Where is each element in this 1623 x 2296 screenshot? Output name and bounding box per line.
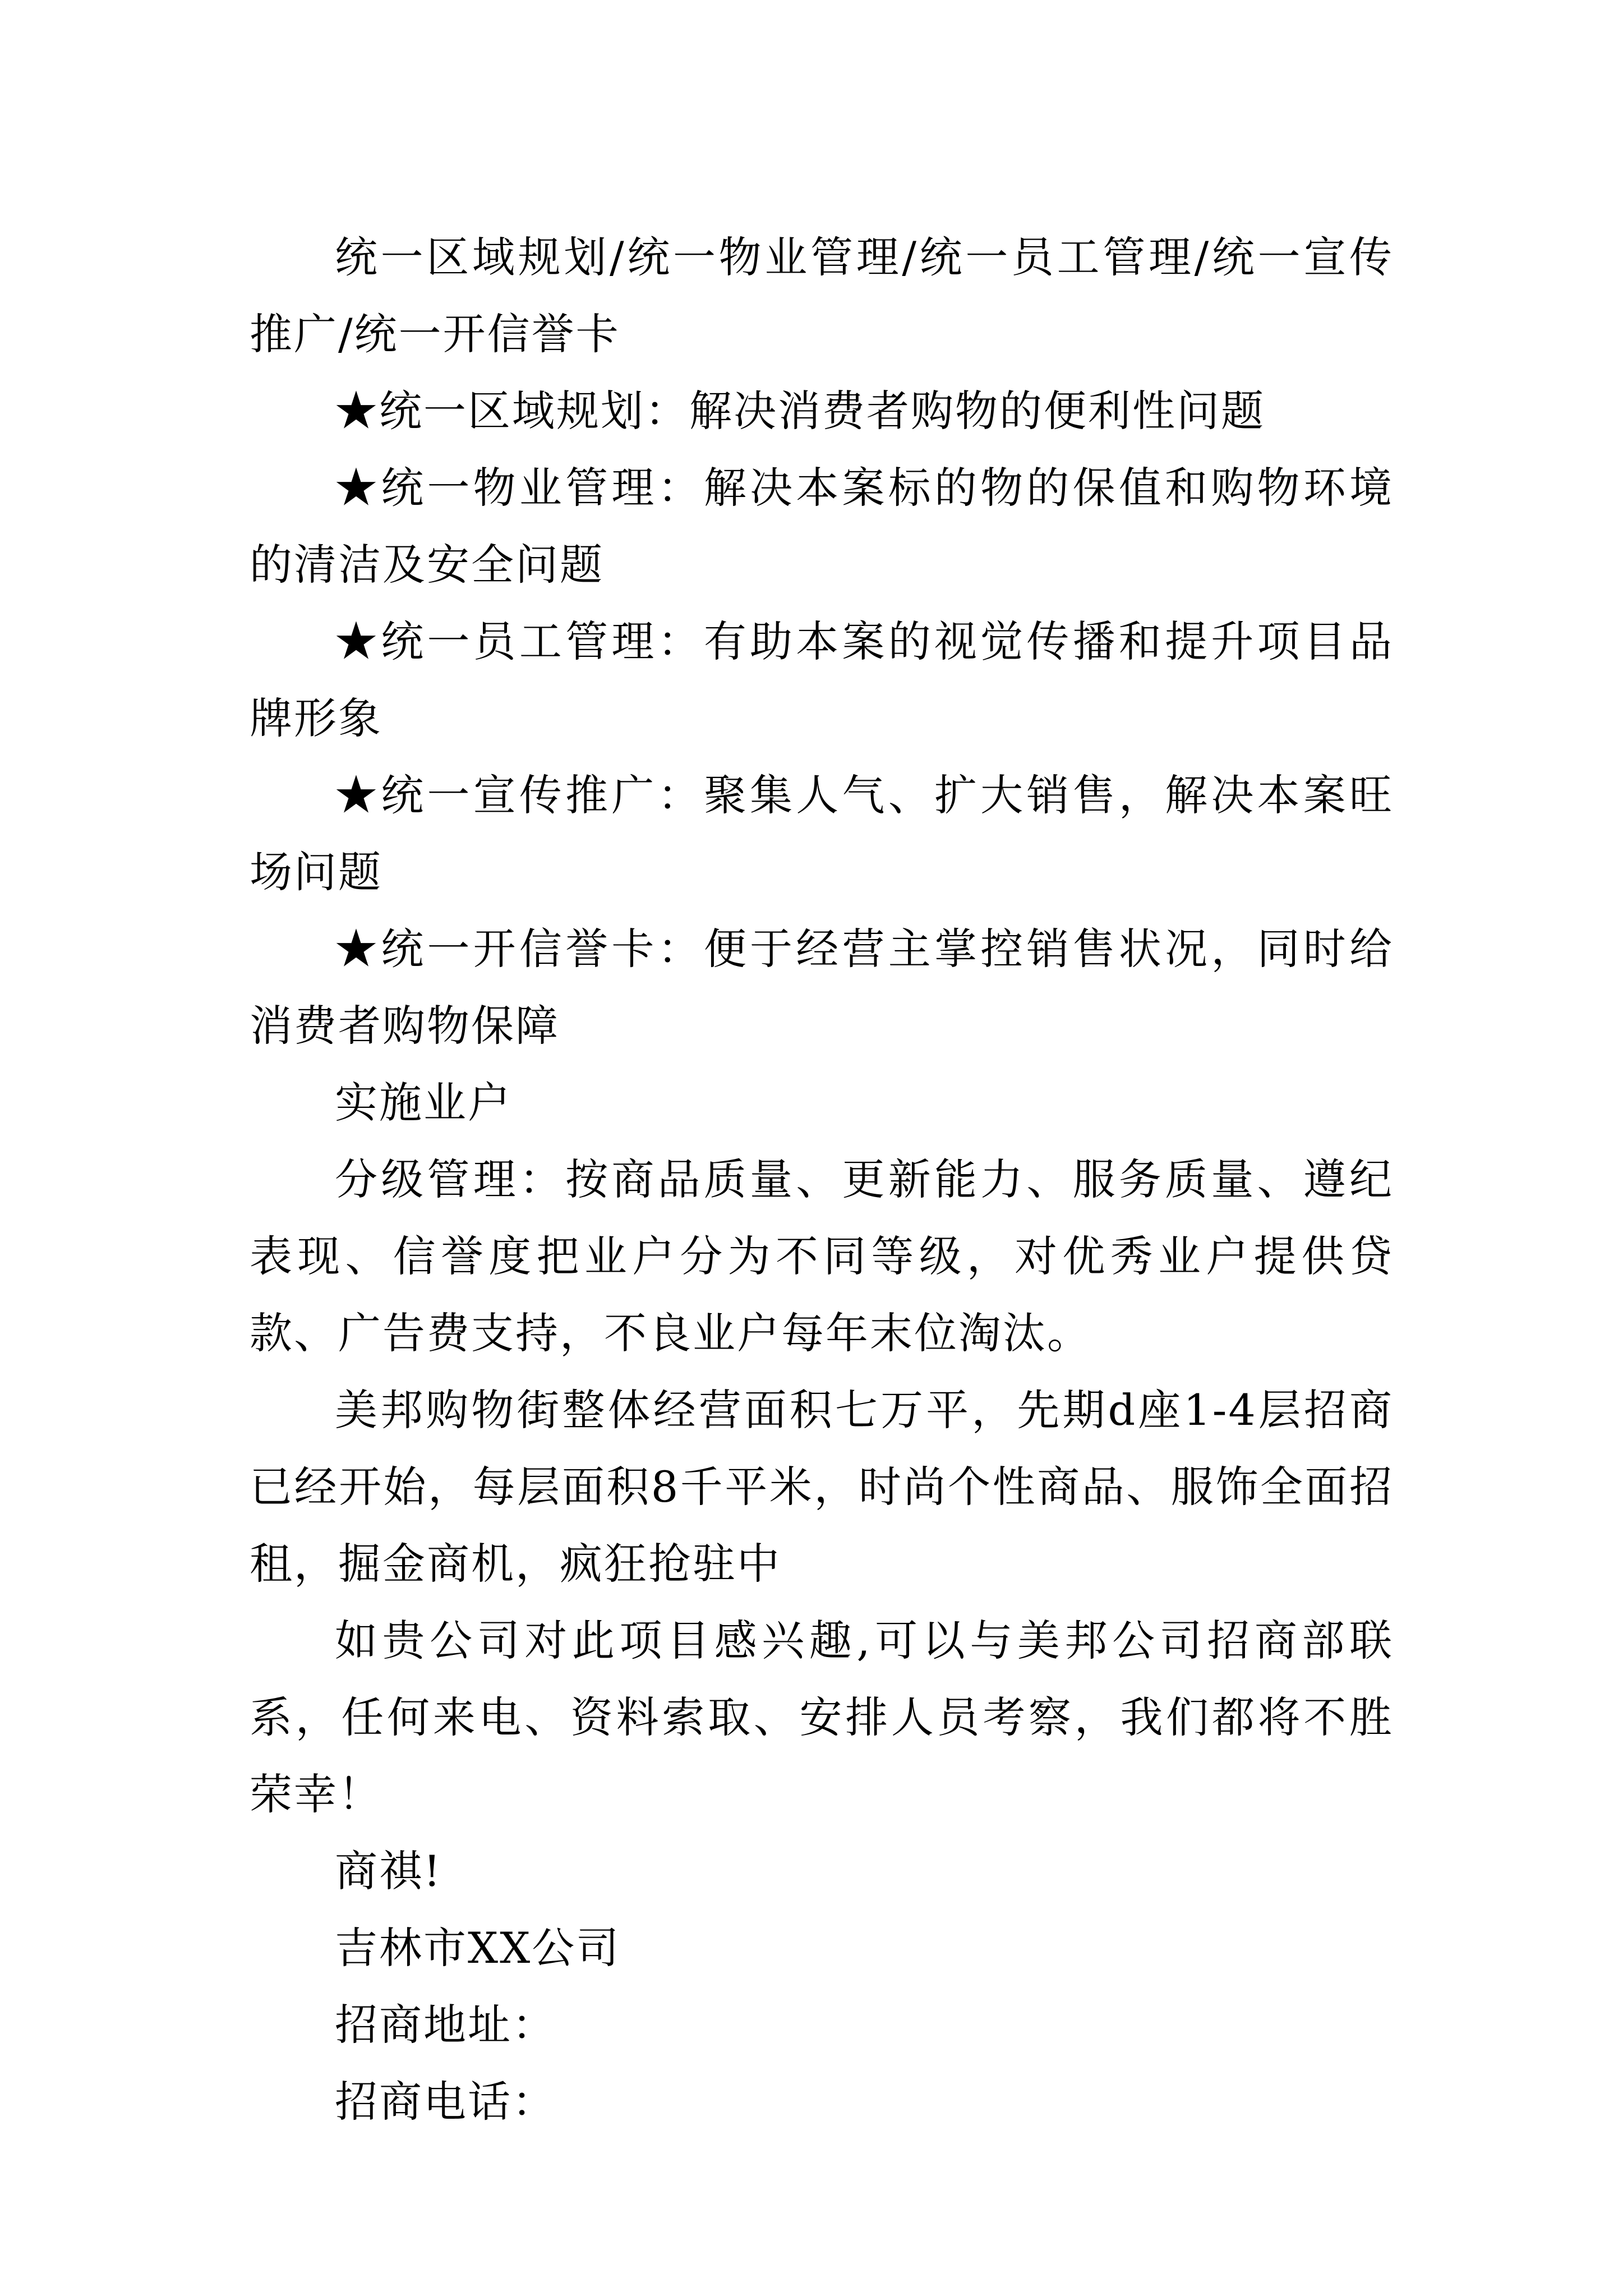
paragraph-tiered-management: 分级管理：按商品质量、更新能力、服务质量、遵纪表现、信誉度把业户分为不同等级，对优秀业户提供贷款、广告费支持，不良业户每年末位淘汰。 [250, 1154, 1394, 1358]
paragraph-contact-invitation: 如贵公司对此项目感兴趣,可以与美邦公司招商部联系，任何来电、资料索取、安排人员考察，我们都将不胜荣幸！ [250, 1616, 1394, 1819]
paragraph-unified-credit-card: ★统一开信誉卡：便于经营主掌控销售状况，同时给消费者购物保障 [250, 924, 1394, 1051]
paragraph-address: 招商地址： [335, 2000, 556, 2050]
document-body [250, 219, 1394, 2140]
paragraph-unified-property-management: ★统一物业管理：解决本案标的物的保值和购物环境的清洁及安全问题 [250, 463, 1394, 590]
paragraph-unified-staff-management: ★统一员工管理：有助本案的视觉传播和提升项目品牌形象 [250, 616, 1394, 743]
paragraph-meibang-mall: 美邦购物街整体经营面积七万平，先期d座1-4层招商已经开始，每层面积8千平米，时尚个性商品、服饰全面招租，掘金商机，疯狂抢驻中 [250, 1385, 1394, 1589]
paragraph-implementation-heading: 实施业户 [335, 1078, 512, 1128]
paragraph-closing: 商祺! [335, 1846, 442, 1896]
paragraph-unified-overview: 统一区域规划/统一物业管理/统一员工管理/统一宣传推广/统一开信誉卡 [250, 232, 1394, 359]
paragraph-unified-planning: ★统一区域规划：解决消费者购物的便利性问题 [335, 386, 1265, 436]
paragraph-company-name: 吉林市XX公司 [335, 1923, 621, 1973]
paragraph-phone: 招商电话： [335, 2077, 556, 2127]
paragraph-unified-promotion: ★统一宣传推广：聚集人气、扩大销售，解决本案旺场问题 [250, 770, 1394, 897]
